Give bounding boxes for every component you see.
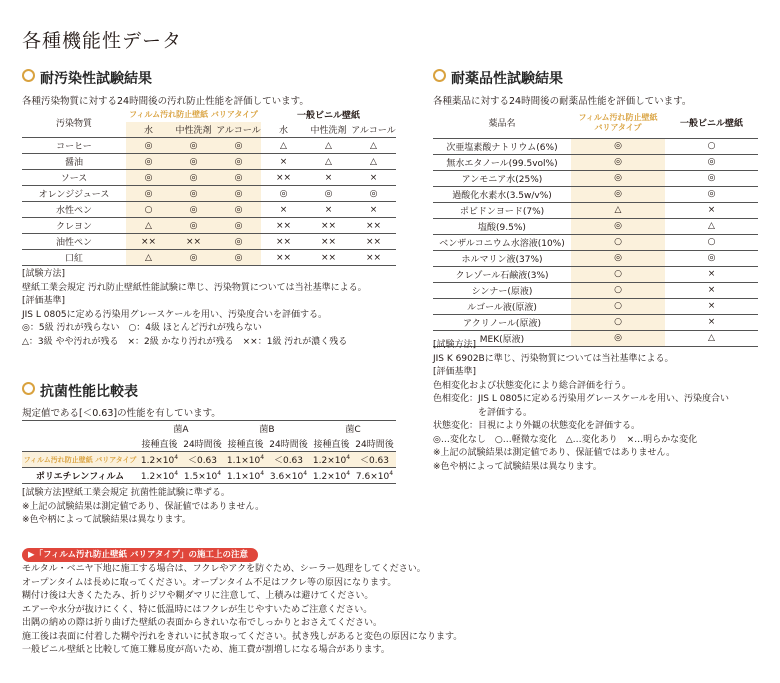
note-line: ※上記の試験結果は測定値であり、保証値ではありません。	[433, 448, 676, 458]
table-row	[22, 170, 396, 186]
bacteria-header: 菌B	[259, 425, 275, 435]
table-row	[433, 234, 758, 250]
stain-rating: ××	[126, 234, 171, 250]
stain-substance: 水性ペン	[55, 206, 92, 216]
stain-rating: ◎	[216, 186, 261, 202]
antibac-value-text: 1.2×10	[140, 455, 175, 466]
stain-rating: ◎	[216, 138, 261, 154]
stain-rating: △	[325, 156, 332, 167]
stain-rating: ××	[171, 234, 216, 250]
page-title: 各種機能性データ	[22, 30, 183, 52]
antibac-value	[224, 452, 267, 468]
chem-rating-barrier: ◎	[571, 250, 665, 266]
antibac-value	[138, 468, 181, 484]
chem-rating-vinyl: ◎	[707, 189, 716, 199]
stain-subheader: 水	[278, 126, 288, 136]
circle-bullet-icon	[433, 69, 446, 82]
note-line: ※色や柄によって試験結果は異なります。	[22, 515, 191, 525]
antibac-value-text: ＜0.63	[359, 456, 390, 466]
stain-rating: ◎	[279, 188, 288, 199]
antibac-value-text: 7.6×10	[355, 471, 390, 482]
circle-bullet-icon	[22, 382, 35, 395]
stain-rating: ○	[126, 202, 171, 218]
antibac-value	[181, 468, 224, 484]
antibac-value	[267, 468, 310, 484]
note-line: 状態変化：目視により外観の状態変化を評価する。	[433, 421, 641, 431]
stain-rating: ××	[320, 236, 337, 247]
chem-rating-barrier: ○	[571, 234, 665, 250]
antibac-value	[181, 452, 224, 468]
chem-rating-vinyl: ×	[707, 269, 716, 279]
stain-subheader: 水	[126, 122, 171, 138]
stain-rating: ◎	[171, 138, 216, 154]
antibac-value	[138, 452, 181, 468]
stain-rating: ◎	[216, 234, 261, 250]
chem-rating-vinyl: ◎	[707, 157, 716, 167]
antibac-value-text: 1.2×10	[312, 471, 347, 482]
antibac-desc: 規定値である[＜0.63]の性能を有しています。	[22, 408, 221, 419]
chem-rating-barrier: ◎	[571, 138, 665, 154]
stain-rating: ×	[369, 204, 378, 215]
stain-rating: ××	[320, 252, 337, 263]
caution-line: 一般ビニル壁紙と比較して施工難易度が高いため、施工費が割増しになる場合があります。	[22, 645, 390, 655]
table-row	[22, 234, 396, 250]
note-line: JIS K 6902Bに準じ、汚染物質については当社基準による。	[433, 353, 674, 364]
table-row	[22, 202, 396, 218]
stain-substance: 醤油	[64, 158, 83, 168]
chem-table	[433, 108, 758, 347]
chem-name: 次亜塩素酸ナトリウム(6%)	[446, 142, 558, 153]
chem-notes	[433, 339, 729, 474]
table-row	[433, 314, 758, 330]
chem-name: ベンザルコニウム水溶液(10%)	[439, 238, 565, 249]
stain-subheader: アルコール	[216, 122, 261, 138]
stain-col-header: 汚染物質	[22, 107, 126, 138]
note-line: ◎…変化なし ○…軽微な変化 △…変化あり ×…明らかな変化	[433, 434, 698, 445]
antibac-value-text: 1.1×10	[226, 471, 261, 482]
chem-rating-vinyl: △	[708, 333, 715, 343]
chem-name: 無水エタノール(99.5vol%)	[446, 158, 558, 169]
chem-rating-barrier: ○	[571, 282, 665, 298]
chem-name: シンナー(原液)	[471, 286, 533, 297]
table-row	[433, 170, 758, 186]
antibac-subheader: 24時間後	[183, 440, 222, 450]
antibac-value	[353, 468, 396, 484]
note-line: [試験方法]	[433, 340, 477, 350]
note-line: ※色や柄によって試験結果は異なります。	[433, 461, 602, 472]
circle-bullet-icon	[22, 69, 35, 82]
exponent: 4	[174, 453, 179, 461]
chem-rating-barrier: ○	[571, 314, 665, 330]
table-row	[22, 154, 396, 170]
stain-group-barrier: フィルム汚れ防止壁紙 バリアタイプ	[129, 110, 258, 119]
stain-rating: △	[370, 140, 377, 151]
stain-rating: ××	[275, 220, 292, 231]
antibac-value	[353, 452, 396, 468]
chem-col-vinyl: 一般ビニル壁紙	[679, 119, 743, 130]
chem-rating-vinyl: ○	[707, 237, 716, 247]
table-row	[433, 250, 758, 266]
stain-table	[22, 107, 396, 266]
chem-rating-vinyl: ×	[707, 317, 716, 327]
antibac-table	[22, 420, 396, 484]
stain-rating: ◎	[171, 218, 216, 234]
stain-group-vinyl: 一般ビニル壁紙	[296, 111, 360, 121]
stain-rating: △	[280, 140, 287, 151]
stain-rating: ××	[365, 236, 382, 247]
chem-rating-vinyl: ×	[707, 301, 716, 311]
chem-heading: 耐薬品性試験結果	[433, 68, 563, 88]
antibac-value	[310, 452, 353, 468]
chem-rating-barrier: ◎	[571, 170, 665, 186]
antibac-subheader: 接種直後	[141, 440, 178, 450]
stain-rating: △	[370, 156, 377, 167]
antibac-sample: ポリエチレンフィルム	[35, 472, 125, 482]
exponent: 4	[346, 453, 351, 461]
table-row	[433, 218, 758, 234]
stain-rating: △	[126, 218, 171, 234]
table-row	[22, 138, 396, 154]
caution-line: 出隅の納めの際は折り曲げた壁紙の表面からきれいな布でしっかりとおさえてください。	[22, 618, 383, 628]
stain-rating: ◎	[216, 154, 261, 170]
chem-rating-vinyl: △	[708, 221, 715, 231]
caution-label: ▶「フィルム汚れ防止壁紙 バリアタイプ」の施工上の注意	[22, 548, 258, 560]
chem-name: 過酸化水素水(3.5w/v%)	[452, 190, 552, 201]
stain-desc: 各種汚染物質に対する24時間後の汚れ防止性能を評価しています。	[22, 96, 309, 107]
bacteria-header: 菌C	[345, 425, 361, 435]
chem-rating-vinyl: ◎	[707, 173, 716, 183]
stain-subheader: アルコール	[351, 126, 396, 136]
note-line: △：3級 やや汚れが残る ×：2級 かなり汚れが残る ××：1級 汚れが濃く残る	[22, 336, 348, 347]
antibac-value-text: 1.2×10	[312, 455, 347, 466]
antibac-subheader: 接種直後	[227, 440, 264, 450]
bacteria-header-row	[22, 421, 396, 437]
stain-rating: △	[325, 140, 332, 151]
stain-rating: ◎	[126, 186, 171, 202]
stain-rating: ××	[275, 172, 292, 183]
chem-rating-barrier: △	[571, 202, 665, 218]
chem-name: MEK(原液)	[479, 334, 525, 345]
caution-line: オープンタイムは長めに取ってください。オープンタイム不足はフクレ等の原因になります。	[22, 577, 397, 588]
stain-substance: クレヨン	[55, 222, 92, 232]
exponent: 4	[260, 453, 265, 461]
exponent: 4	[217, 469, 222, 477]
chem-rating-vinyl: ×	[707, 205, 716, 215]
antibac-value	[310, 468, 353, 484]
chem-rating-barrier: ◎	[571, 186, 665, 202]
stain-substance: 口紅	[64, 254, 83, 264]
table-row	[433, 266, 758, 282]
table-row	[433, 138, 758, 154]
stain-rating: ◎	[216, 218, 261, 234]
exponent: 4	[174, 469, 179, 477]
table-row	[22, 218, 396, 234]
caution-line: エアーや水分が抜けにくく、特に低温時にはフクレが生じやすいためご注意ください。	[22, 604, 373, 615]
antibac-value	[224, 468, 267, 484]
note-line: [評価基準]	[433, 367, 477, 377]
stain-substance: コーヒー	[56, 142, 92, 152]
stain-rating: ×	[369, 172, 378, 183]
stain-rating: ◎	[216, 250, 261, 266]
chem-rating-barrier: ○	[571, 266, 665, 282]
antibac-value-text: 1.5×10	[183, 471, 218, 482]
table-row	[433, 154, 758, 170]
stain-subheader: 中性洗剤	[171, 122, 216, 138]
chem-name: アクリノール(原液)	[463, 318, 541, 329]
chem-name: ルゴール液(原液)	[467, 302, 537, 313]
table-row	[433, 186, 758, 202]
stain-subheader: 中性洗剤	[310, 126, 347, 136]
chem-rating-barrier: ○	[571, 298, 665, 314]
table-row	[22, 468, 396, 484]
note-line: ※上記の試験結果は測定値であり、保証値ではありません。	[22, 501, 265, 512]
note-line: [試験方法]	[22, 269, 66, 279]
chem-name: ポビドンヨード(7%)	[459, 206, 545, 217]
antibac-notes	[22, 487, 264, 528]
stain-rating: ◎	[171, 250, 216, 266]
chem-name: ホルマリン液(37%)	[461, 254, 543, 265]
caution-line: モルタル・ベニヤ下地に施工する場合は、フクレやアクを防ぐため、シーラー処理をしてください。	[22, 564, 426, 574]
chem-name: クレゾール石鹸液(3%)	[455, 270, 549, 281]
stain-heading: 耐汚染性試験結果	[22, 68, 152, 88]
chem-name: アンモニア水(25%)	[461, 174, 543, 185]
exponent: 4	[346, 469, 351, 477]
stain-rating: ×	[324, 204, 333, 215]
stain-rating: ◎	[171, 202, 216, 218]
antibac-heading: 抗菌性能比較表	[22, 381, 138, 401]
stain-substance: 油性ペン	[55, 238, 92, 248]
antibac-subheader: 24時間後	[269, 440, 308, 450]
note-line: ◎：5級 汚れが残らない ○：4級 ほとんど汚れが残らない	[22, 323, 262, 333]
antibac-value-text: 1.2×10	[140, 471, 175, 482]
stain-rating: ◎	[369, 188, 378, 199]
stain-rating: ◎	[324, 188, 333, 199]
stain-rating: ×	[279, 204, 288, 215]
play-triangle-icon: ▶	[28, 550, 35, 560]
stain-rating: ××	[275, 252, 292, 263]
antibac-value	[267, 452, 310, 468]
antibac-value-text: 1.1×10	[226, 455, 261, 466]
note-line: 色相変化および状態変化により総合評価を行う。	[433, 380, 632, 391]
exponent: 4	[389, 469, 394, 477]
antibac-subheader: 24時間後	[355, 440, 394, 450]
note-line: を評価する。	[433, 407, 533, 418]
chem-rating-barrier: ◎	[571, 330, 665, 346]
stain-rating: ××	[365, 220, 382, 231]
bacteria-header: 菌A	[173, 425, 189, 435]
antibac-value-text: ＜0.63	[187, 456, 218, 466]
stain-rating: ×	[279, 156, 288, 167]
chem-col-barrier: フィルム汚れ防止壁紙 バリアタイプ	[578, 112, 658, 132]
stain-rating: ◎	[171, 170, 216, 186]
table-row	[22, 452, 396, 468]
stain-rating: ◎	[171, 186, 216, 202]
table-row	[433, 282, 758, 298]
antibac-sample: フィルム汚れ防止壁紙 バリアタイプ	[23, 455, 137, 464]
table-row	[22, 186, 396, 202]
note-line: 壁紙工業会規定 汚れ防止壁紙性能試験に準じ、汚染物質については当社基準による。	[22, 282, 367, 293]
stain-rating: ×	[324, 172, 333, 183]
note-line: [評価基準]	[22, 296, 66, 306]
table-row	[433, 298, 758, 314]
stain-rating: ◎	[171, 154, 216, 170]
stain-rating: △	[126, 250, 171, 266]
stain-rating: ××	[275, 236, 292, 247]
chem-rating-vinyl: ◎	[707, 253, 716, 263]
caution-line: 糊付け後は大きくたたみ、折りジワや糊ダマリに注意して、上積みは避けてください。	[22, 591, 374, 601]
stain-rating: ◎	[216, 170, 261, 186]
chem-rating-vinyl: ×	[707, 285, 716, 295]
table-row	[433, 202, 758, 218]
stain-notes	[22, 268, 367, 349]
exponent: 4	[303, 469, 308, 477]
stain-rating: ◎	[126, 170, 171, 186]
stain-rating: ◎	[216, 202, 261, 218]
chem-name: 塩酸(9.5%)	[478, 222, 526, 233]
note-line: 色相変化：JIS L 0805に定める汚染用グレースケールを用い、汚染度合い	[433, 394, 730, 404]
chem-rating-vinyl: ○	[707, 141, 716, 151]
antibac-value-text: ＜0.63	[273, 456, 304, 466]
antibac-subheader-row	[22, 436, 396, 452]
note-line: JIS L 0805に定める汚染用グレースケールを用い、汚染度合いを評価する。	[22, 309, 328, 320]
stain-substance: ソース	[60, 174, 88, 184]
chem-rating-barrier: ◎	[571, 154, 665, 170]
chem-rating-barrier: ◎	[571, 218, 665, 234]
stain-rating: ××	[320, 220, 337, 231]
note-line: [試験方法]壁紙工業会規定 抗菌性能試験に準ずる。	[22, 488, 230, 498]
stain-substance: オレンジジュース	[38, 190, 110, 200]
chem-col-header: 薬品名	[488, 119, 516, 130]
exponent: 4	[260, 469, 265, 477]
chem-desc: 各種薬品に対する24時間後の耐薬品性能を評価しています。	[433, 96, 692, 107]
table-row	[22, 250, 396, 266]
antibac-subheader: 接種直後	[313, 440, 350, 450]
caution-line: 施工後は表面に付着した糊や汚れをきれいに拭き取ってください。拭き残しがあると変色の原因になります。	[22, 631, 463, 642]
stain-rating: ××	[365, 252, 382, 263]
antibac-value-text: 3.6×10	[269, 471, 304, 482]
caution-lines	[22, 563, 462, 658]
stain-rating: ◎	[126, 154, 171, 170]
stain-rating: ◎	[126, 138, 171, 154]
